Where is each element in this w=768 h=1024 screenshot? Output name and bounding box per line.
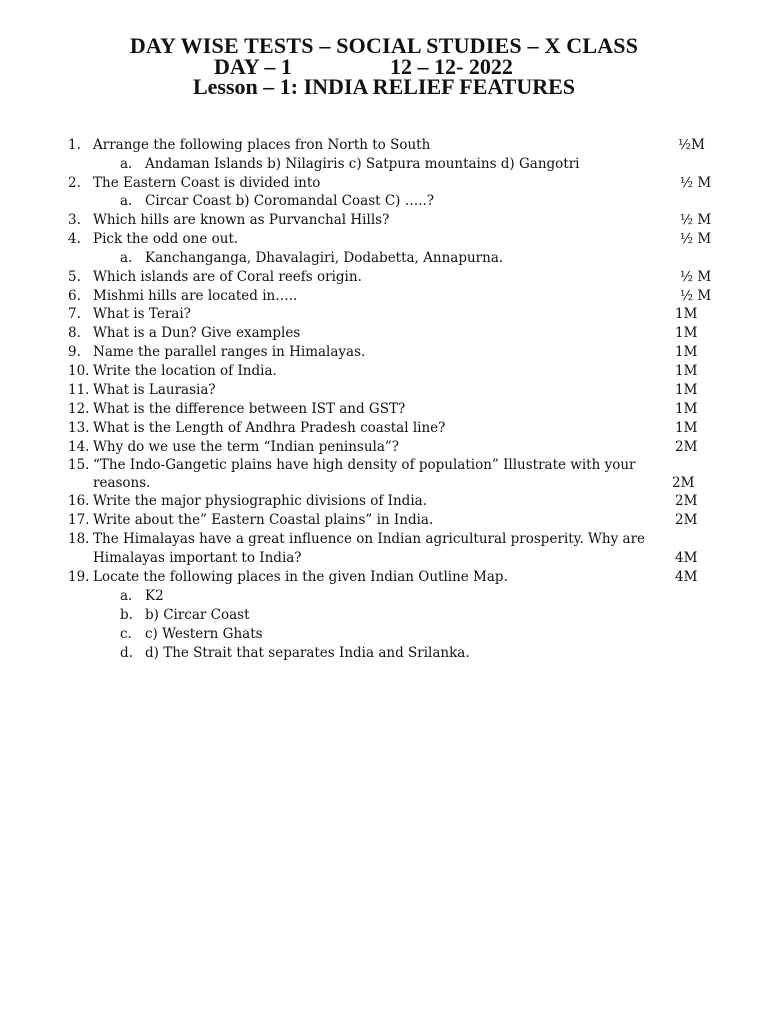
question-number: 19. xyxy=(68,569,90,585)
question-text: Write the location of India. xyxy=(93,363,277,379)
question-text: Arrange the following places fron North to South xyxy=(93,137,431,153)
question-text: Himalayas important to India? xyxy=(93,550,302,566)
question-text: Locate the following places in the given Indian Outline Map. xyxy=(93,569,508,585)
question-number: 18. xyxy=(68,531,90,547)
question-number: 13. xyxy=(68,420,90,436)
sub-item-letter: d. xyxy=(120,645,133,661)
question-number: 5. xyxy=(68,269,81,285)
question-text: Name the parallel ranges in Himalayas. xyxy=(93,344,366,360)
question-number: 9. xyxy=(68,344,81,360)
question-text: What is the Length of Andhra Pradesh coastal line? xyxy=(93,420,446,436)
question-text: The Himalayas have a great influence on Indian agricultural prosperity. Why are xyxy=(93,531,646,547)
sub-item-text: b) Circar Coast xyxy=(145,607,250,623)
test-date: 12 – 12- 2022 xyxy=(390,54,513,79)
question-text: Why do we use the term “Indian peninsula”? xyxy=(93,439,400,455)
question-marks: 4M xyxy=(675,569,698,585)
question-text: Which hills are known as Purvanchal Hills? xyxy=(93,212,390,228)
question-marks: 1M xyxy=(675,363,698,379)
question-marks: 4M xyxy=(675,550,698,566)
question-text: What is a Dun? Give examples xyxy=(93,325,301,341)
question-marks: 2M xyxy=(675,493,698,509)
question-text: Mishmi hills are located in….. xyxy=(93,288,298,304)
question-number: 2. xyxy=(68,175,81,191)
question-marks: ½ M xyxy=(680,269,712,285)
question-text: Which islands are of Coral reefs origin. xyxy=(93,269,362,285)
sub-item-letter: b. xyxy=(120,607,133,623)
question-text: reasons. xyxy=(93,475,151,491)
question-number: 7. xyxy=(68,306,81,322)
sub-item-letter: a. xyxy=(120,250,133,266)
question-text: “The Indo-Gangetic plains have high density of population” Illustrate with your xyxy=(93,457,636,473)
question-number: 16. xyxy=(68,493,90,509)
question-text: What is Laurasia? xyxy=(93,382,216,398)
question-marks: ½ M xyxy=(680,231,712,247)
question-marks: 1M xyxy=(675,401,698,417)
question-number: 6. xyxy=(68,288,81,304)
sub-item-letter: c. xyxy=(120,626,132,642)
question-text: Write the major physiographic divisions of India. xyxy=(93,493,427,509)
question-marks: ½ M xyxy=(680,288,712,304)
question-text: The Eastern Coast is divided into xyxy=(93,175,321,191)
question-number: 4. xyxy=(68,231,81,247)
question-number: 12. xyxy=(68,401,90,417)
question-number: 14. xyxy=(68,439,90,455)
question-marks: 1M xyxy=(675,325,698,341)
sub-item-text: Kanchanganga, Dhavalagiri, Dodabetta, Annapurna. xyxy=(145,250,504,266)
question-marks: 1M xyxy=(675,306,698,322)
question-number: 17. xyxy=(68,512,90,528)
sub-item-letter: a. xyxy=(120,588,133,604)
question-number: 11. xyxy=(68,382,90,398)
question-number: 10. xyxy=(68,363,90,379)
question-marks: ½ M xyxy=(680,212,712,228)
test-title: DAY WISE TESTS – SOCIAL STUDIES – X CLASS xyxy=(129,33,639,58)
sub-item-letter: a. xyxy=(120,193,133,209)
sub-item-text: Circar Coast b) Coromandal Coast C) …..? xyxy=(145,193,435,209)
sub-item-letter: a. xyxy=(120,156,133,172)
question-marks: 1M xyxy=(675,382,698,398)
question-text: What is the difference between IST and GST? xyxy=(93,401,406,417)
question-marks: ½ M xyxy=(680,175,712,191)
question-marks: 1M xyxy=(675,344,698,360)
question-text: What is Terai? xyxy=(93,306,191,322)
question-marks: 1M xyxy=(675,420,698,436)
question-marks: ½M xyxy=(678,137,705,153)
question-number: 8. xyxy=(68,325,81,341)
question-marks: 2M xyxy=(675,439,698,455)
day-label: DAY – 1 xyxy=(214,54,292,79)
question-marks: 2M xyxy=(675,512,698,528)
question-number: 15. xyxy=(68,457,90,473)
question-text: Write about the” Eastern Coastal plains” in India. xyxy=(93,512,434,528)
question-number: 1. xyxy=(68,137,81,153)
sub-item-text: d) The Strait that separates India and Srilanka. xyxy=(145,645,470,661)
sub-item-text: Andaman Islands b) Nilagiris c) Satpura mountains d) Gangotri xyxy=(145,156,580,172)
sub-item-text: c) Western Ghats xyxy=(145,626,263,642)
sub-item-text: K2 xyxy=(145,588,164,604)
question-number: 3. xyxy=(68,212,81,228)
question-marks: 2M xyxy=(672,475,695,491)
lesson-title: Lesson – 1: INDIA RELIEF FEATURES xyxy=(192,74,575,99)
question-text: Pick the odd one out. xyxy=(93,231,239,247)
